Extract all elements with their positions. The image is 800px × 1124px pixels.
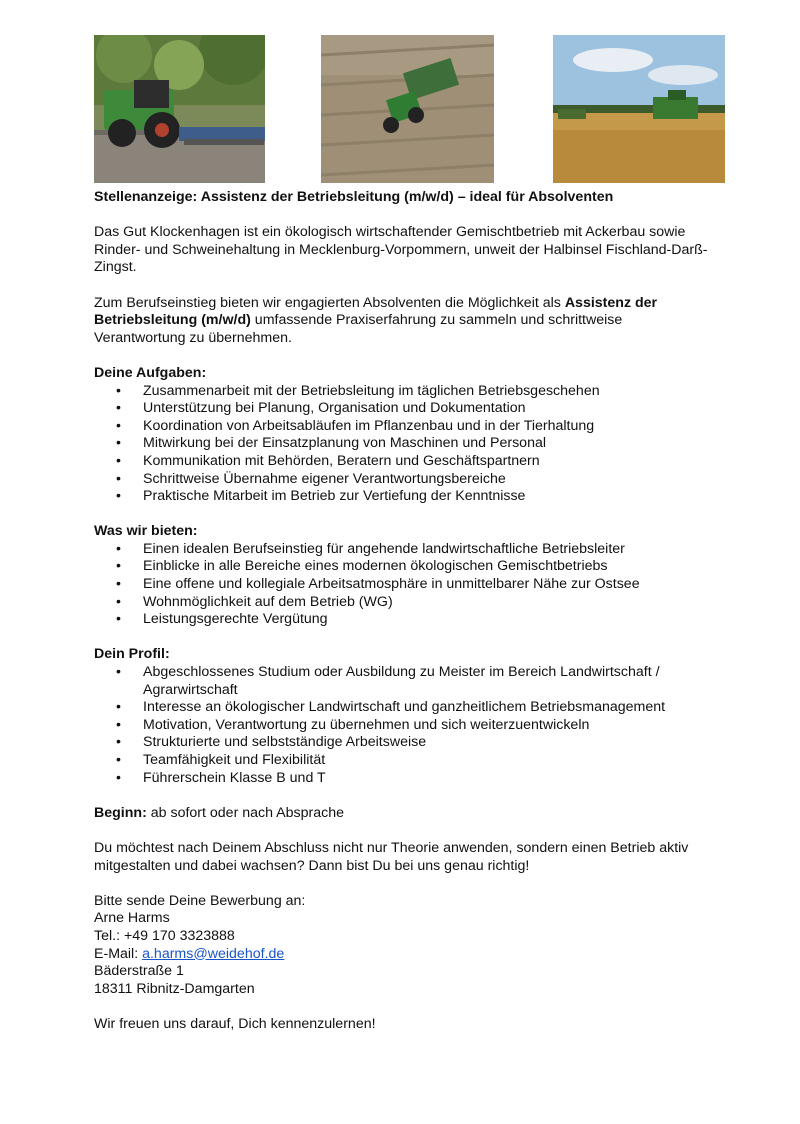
offer-text-before: Zum Berufseinstieg bieten wir engagierten Absolventen die Möglichkeit als	[94, 294, 565, 311]
start-value: ab sofort oder nach Absprache	[146, 804, 344, 821]
list-item: • Mitwirkung bei der Einsatzplanung von Maschinen und Personal	[94, 435, 714, 453]
list-item: • Leistungsgerechte Vergütung	[94, 611, 714, 629]
contact-street: Bäderstraße 1	[94, 963, 184, 980]
start-label: Beginn:	[94, 804, 147, 821]
list-item: • Eine offene und kollegiale Arbeitsatmosphäre in unmittelbarer Nähe zur Ostsee	[94, 576, 714, 594]
tasks-heading: Deine Aufgaben:	[94, 364, 207, 381]
list-item: • Praktische Mitarbeit im Betrieb zur Vertiefung der Kenntnisse	[94, 488, 714, 506]
contact-block	[94, 893, 714, 999]
tasks-list	[94, 383, 714, 506]
profile-list	[94, 664, 714, 787]
profile-heading: Dein Profil:	[94, 646, 170, 663]
closing-line: Wir freuen uns darauf, Dich kennenzulernen!	[94, 1015, 376, 1032]
page-title: Stellenanzeige: Assistenz der Betriebsleitung (m/w/d) – ideal für Absolventen	[94, 189, 614, 205]
contact-city: 18311 Ribnitz-Damgarten	[94, 980, 255, 997]
list-item: • Schrittweise Übernahme eigener Verantwortungsbereiche	[94, 471, 714, 489]
offer-text-after: umfassende Praxiserfahrung zu sammeln und schrittweise Verantwortung zu übernehmen.	[94, 312, 623, 346]
benefits-heading: Was wir bieten:	[94, 523, 198, 540]
offer-paragraph	[94, 295, 714, 348]
contact-name: Arne Harms	[94, 910, 170, 927]
list-item: • Führerschein Klasse B und T	[94, 770, 714, 788]
list-item: • Abgeschlossenes Studium oder Ausbildung zu Meister im Bereich Landwirtschaft / Agrarwirtschaft	[94, 664, 714, 699]
list-item: • Kommunikation mit Behörden, Beratern und Geschäftspartnern	[94, 453, 714, 471]
list-item: • Motivation, Verantwortung zu übernehmen und sich weiterzuentwickeln	[94, 717, 714, 735]
email-label: E-Mail:	[94, 945, 143, 962]
job-ad-content	[94, 189, 714, 1034]
start-line	[94, 805, 714, 823]
list-item: • Koordination von Arbeitsabläufen im Pflanzenbau und in der Tierhaltung	[94, 418, 714, 436]
list-item: • Einblicke in alle Bereiche eines modernen ökologischen Gemischtbetriebs	[94, 558, 714, 576]
list-item: • Strukturierte und selbstständige Arbeitsweise	[94, 734, 714, 752]
list-item: • Einen idealen Berufseinstieg für angehende landwirtschaftliche Betriebsleiter	[94, 541, 714, 559]
list-item: • Interesse an ökologischer Landwirtschaft und ganzheitlichem Betriebsmanagement	[94, 699, 714, 717]
tractor-field-photo	[94, 35, 265, 183]
contact-intro: Bitte sende Deine Bewerbung an:	[94, 892, 306, 909]
question-paragraph: Du möchtest nach Deinem Abschluss nicht nur Theorie anwenden, sondern einen Betrieb aktiv mitgestalten und dabei wachsen? Dann bist Du bei uns genau richtig!	[94, 839, 689, 874]
list-item: • Teamfähigkeit und Flexibilität	[94, 752, 714, 770]
benefits-list	[94, 541, 714, 629]
tractor-trailer-aerial-photo	[321, 35, 494, 183]
intro-paragraph: Das Gut Klockenhagen ist ein ökologisch wirtschaftender Gemischtbetrieb mit Ackerbau sowie Rinder- und Schweinehaltung in Mecklenburg-Vorpommern, unweit der Halbinsel Fischland-Darß-Zingst.	[94, 224, 708, 276]
contact-email-line	[94, 946, 714, 964]
list-item: • Zusammenarbeit mit der Betriebsleitung im täglichen Betriebsgeschehen	[94, 383, 714, 401]
contact-phone: Tel.: +49 170 3323888	[94, 927, 235, 944]
list-item: • Wohnmöglichkeit auf dem Betrieb (WG)	[94, 594, 714, 612]
offer-position-bold: Assistenz der Betriebsleitung (m/w/d)	[94, 294, 658, 329]
combine-harvester-photo	[553, 35, 725, 183]
list-item: • Unterstützung bei Planung, Organisation und Dokumentation	[94, 400, 714, 418]
email-link[interactable]: a.harms@weidehof.de	[142, 945, 285, 962]
